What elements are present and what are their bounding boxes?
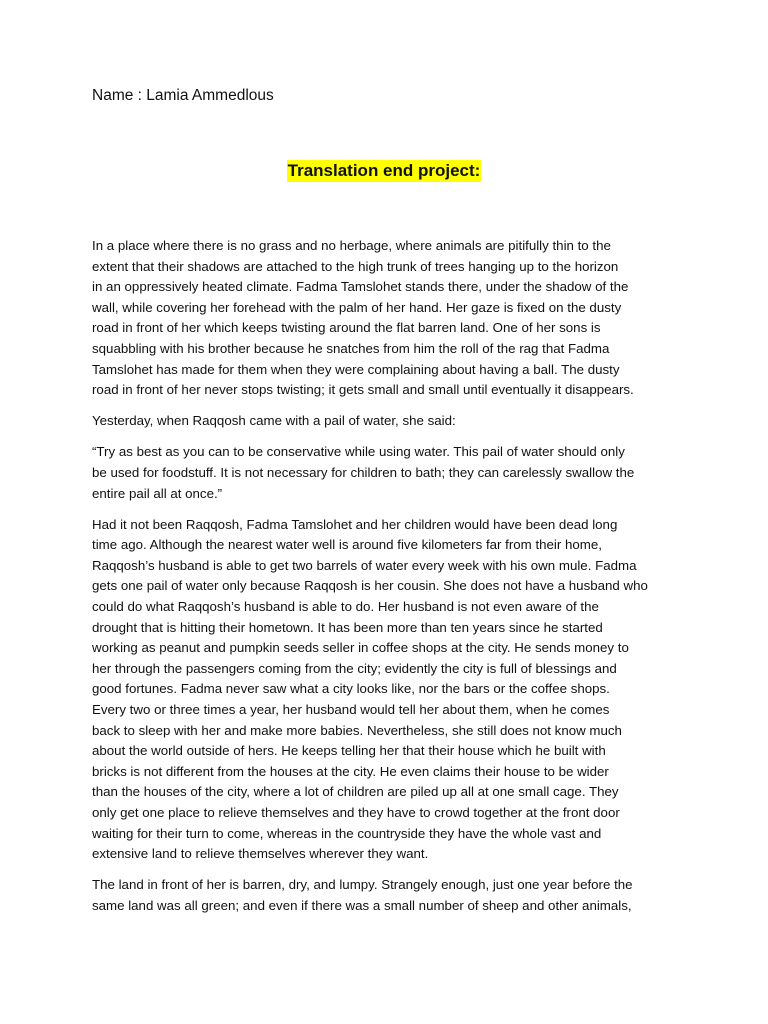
document-body: [92, 236, 680, 927]
text-line: road in front of her never stops twisting; it gets small and small until eventually it disappears.: [92, 382, 634, 398]
title-container: [0, 160, 768, 182]
text-line: road in front of her which keeps twisting around the flat barren land. One of her sons is: [92, 320, 601, 336]
text-line: in an oppressively heated climate. Fadma Tamslohet stands there, under the shadow of the: [92, 279, 629, 295]
text-line: same land was all green; and even if there was a small number of sheep and other animals,: [92, 897, 632, 913]
text-line: Tamslohet has made for them when they were complaining about having a ball. The dusty: [92, 361, 620, 377]
text-line: The land in front of her is barren, dry, and lumpy. Strangely enough, just one year before the: [92, 877, 633, 893]
text-line: wall, while covering her forehead with the palm of her hand. Her gaze is fixed on the dusty: [92, 299, 622, 315]
text-line: her through the passengers coming from the city; evidently the city is full of blessings and: [92, 660, 617, 676]
text-line: only get one place to relieve themselves and they have to crowd together at the front door: [92, 804, 620, 820]
text-line: entire pail all at once.”: [92, 485, 223, 501]
document-title: Translation end project:: [287, 161, 481, 180]
text-line: gets one pail of water only because Raqqosh is her cousin. She does not have a husband who: [92, 578, 648, 594]
text-line: Every two or three times a year, her husband would tell her about them, when he comes: [92, 701, 610, 717]
text-line: drought that is hitting their hometown. It has been more than ten years since he started: [92, 619, 603, 635]
text-line: “Try as best as you can to be conservative while using water. This pail of water should only: [92, 444, 625, 460]
text-line: be used for foodstuff. It is not necessary for children to bath; they can carelessly swallow the: [92, 464, 635, 480]
text-line: waiting for their turn to come, whereas in the countryside they have the whole vast and: [92, 825, 602, 841]
text-line: extensive land to relieve themselves wherever they want.: [92, 846, 429, 862]
text-line: good fortunes. Fadma never saw what a city looks like, nor the bars or the coffee shops.: [92, 681, 610, 697]
text-line: extent that their shadows are attached to the high trunk of trees hanging up to the horizon: [92, 258, 619, 274]
paragraph: [92, 875, 680, 916]
text-line: time ago. Although the nearest water well is around five kilometers far from their home,: [92, 537, 602, 553]
text-line: could do what Raqqosh’s husband is able to do. Her husband is not even aware of the: [92, 599, 599, 614]
author-name: Name : Lamia Ammedlous: [92, 87, 274, 104]
paragraph: [92, 515, 680, 865]
text-line: than the houses of the city, where a lot of children are piled up all at one small cage. They: [92, 784, 619, 800]
text-line: bricks is not different from the houses at the city. He even claims their house to be wider: [92, 763, 609, 779]
text-line: Yesterday, when Raqqosh came with a pail of water, she said:: [92, 413, 456, 429]
text-line: Had it not been Raqqosh, Fadma Tamslohet and her children would have been dead long: [92, 516, 618, 532]
paragraph: [92, 442, 680, 504]
text-line: Raqqosh’s husband is able to get two barrels of water every week with his own mule. Fadma: [92, 557, 637, 573]
text-line: In a place where there is no grass and no herbage, where animals are pitifully thin to the: [92, 238, 611, 253]
text-line: back to sleep with her and make more babies. Nevertheless, she still does not know much: [92, 722, 622, 738]
paragraph: [92, 411, 680, 432]
text-line: squabbling with his brother because he snatches from him the roll of the rag that Fadma: [92, 340, 610, 356]
text-line: about the world outside of hers. He keeps telling her that their house which he built with: [92, 743, 606, 759]
text-line: working as peanut and pumpkin seeds seller in coffee shops at the city. He sends money to: [92, 640, 629, 656]
paragraph: [92, 236, 680, 401]
